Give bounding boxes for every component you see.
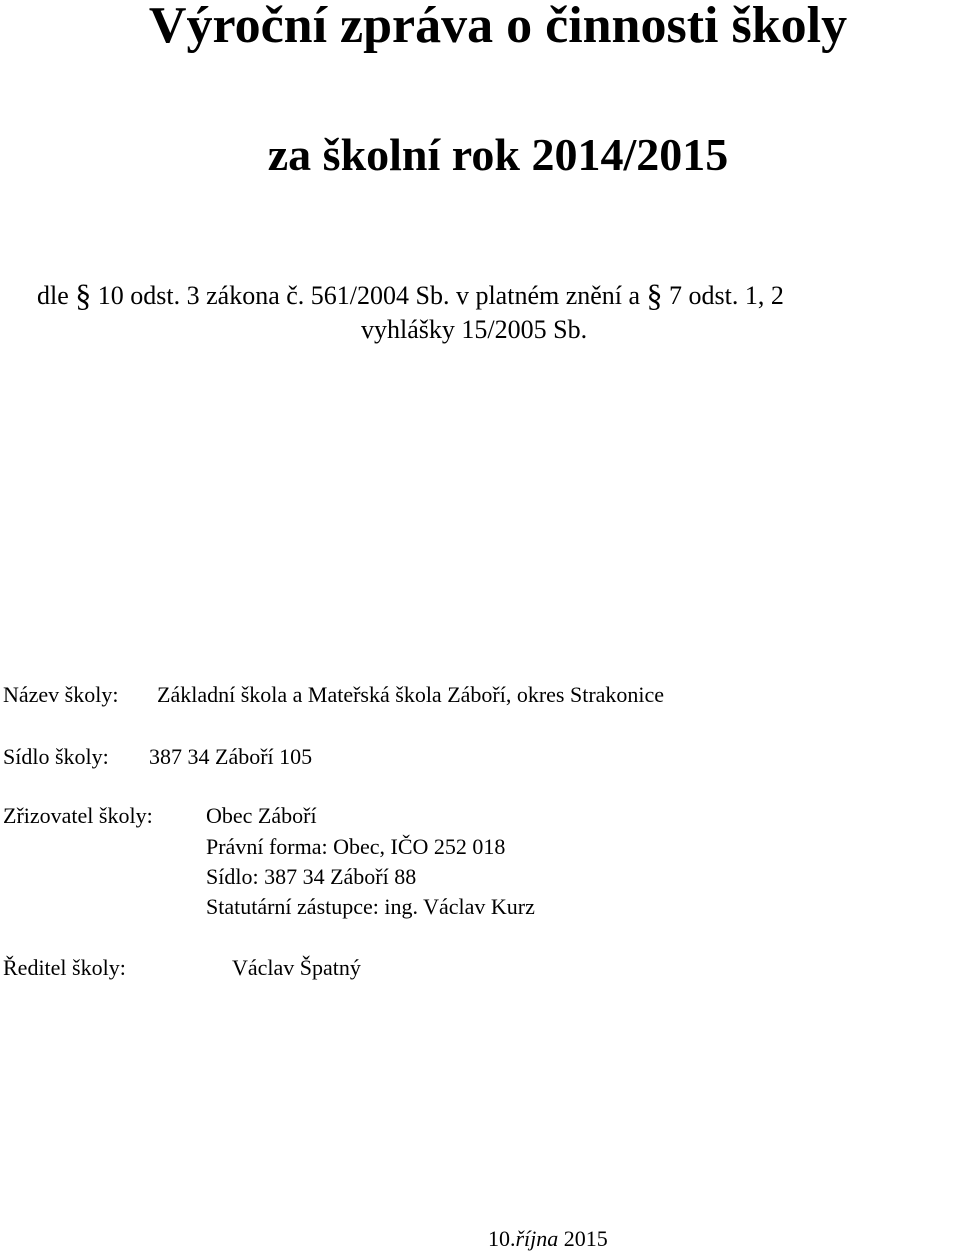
director-value: Václav Špatný xyxy=(232,955,361,980)
director-label: Ředitel školy: xyxy=(3,955,126,980)
school-name-label: Název školy: xyxy=(3,682,119,707)
document-subtitle: za školní rok 2014/2015 xyxy=(267,129,729,180)
legal-basis-dle: dle xyxy=(37,281,69,310)
school-seat-value: 387 34 Záboří 105 xyxy=(149,744,313,769)
section-sign: § xyxy=(646,277,663,313)
legal-basis-line1 xyxy=(37,277,784,313)
date-month: října xyxy=(515,1226,559,1251)
legal-basis-decree-ref: 7 odst. 1, 2 xyxy=(669,281,784,310)
founder-seat: Sídlo: 387 34 Záboří 88 xyxy=(206,864,417,889)
date-year: 2015 xyxy=(558,1226,608,1251)
section-sign: § xyxy=(75,277,92,313)
legal-basis-line2: vyhlášky 15/2005 Sb. xyxy=(361,315,588,344)
document-date xyxy=(488,1226,608,1252)
document-title: Výroční zpráva o činnosti školy xyxy=(148,0,848,54)
school-seat-label: Sídlo školy: xyxy=(3,744,109,769)
founder-representative: Statutární zástupce: ing. Václav Kurz xyxy=(206,894,535,919)
founder-label: Zřizovatel školy: xyxy=(3,803,153,828)
date-day: 10. xyxy=(488,1226,516,1251)
school-name-value: Základní škola a Mateřská škola Záboří, okres Strakonice xyxy=(157,682,665,707)
legal-basis-law: 10 odst. 3 zákona č. 561/2004 Sb. v platném znění a xyxy=(97,281,641,310)
founder-legal-form: Právní forma: Obec, IČO 252 018 xyxy=(206,834,506,859)
founder-value: Obec Záboří xyxy=(206,803,317,828)
